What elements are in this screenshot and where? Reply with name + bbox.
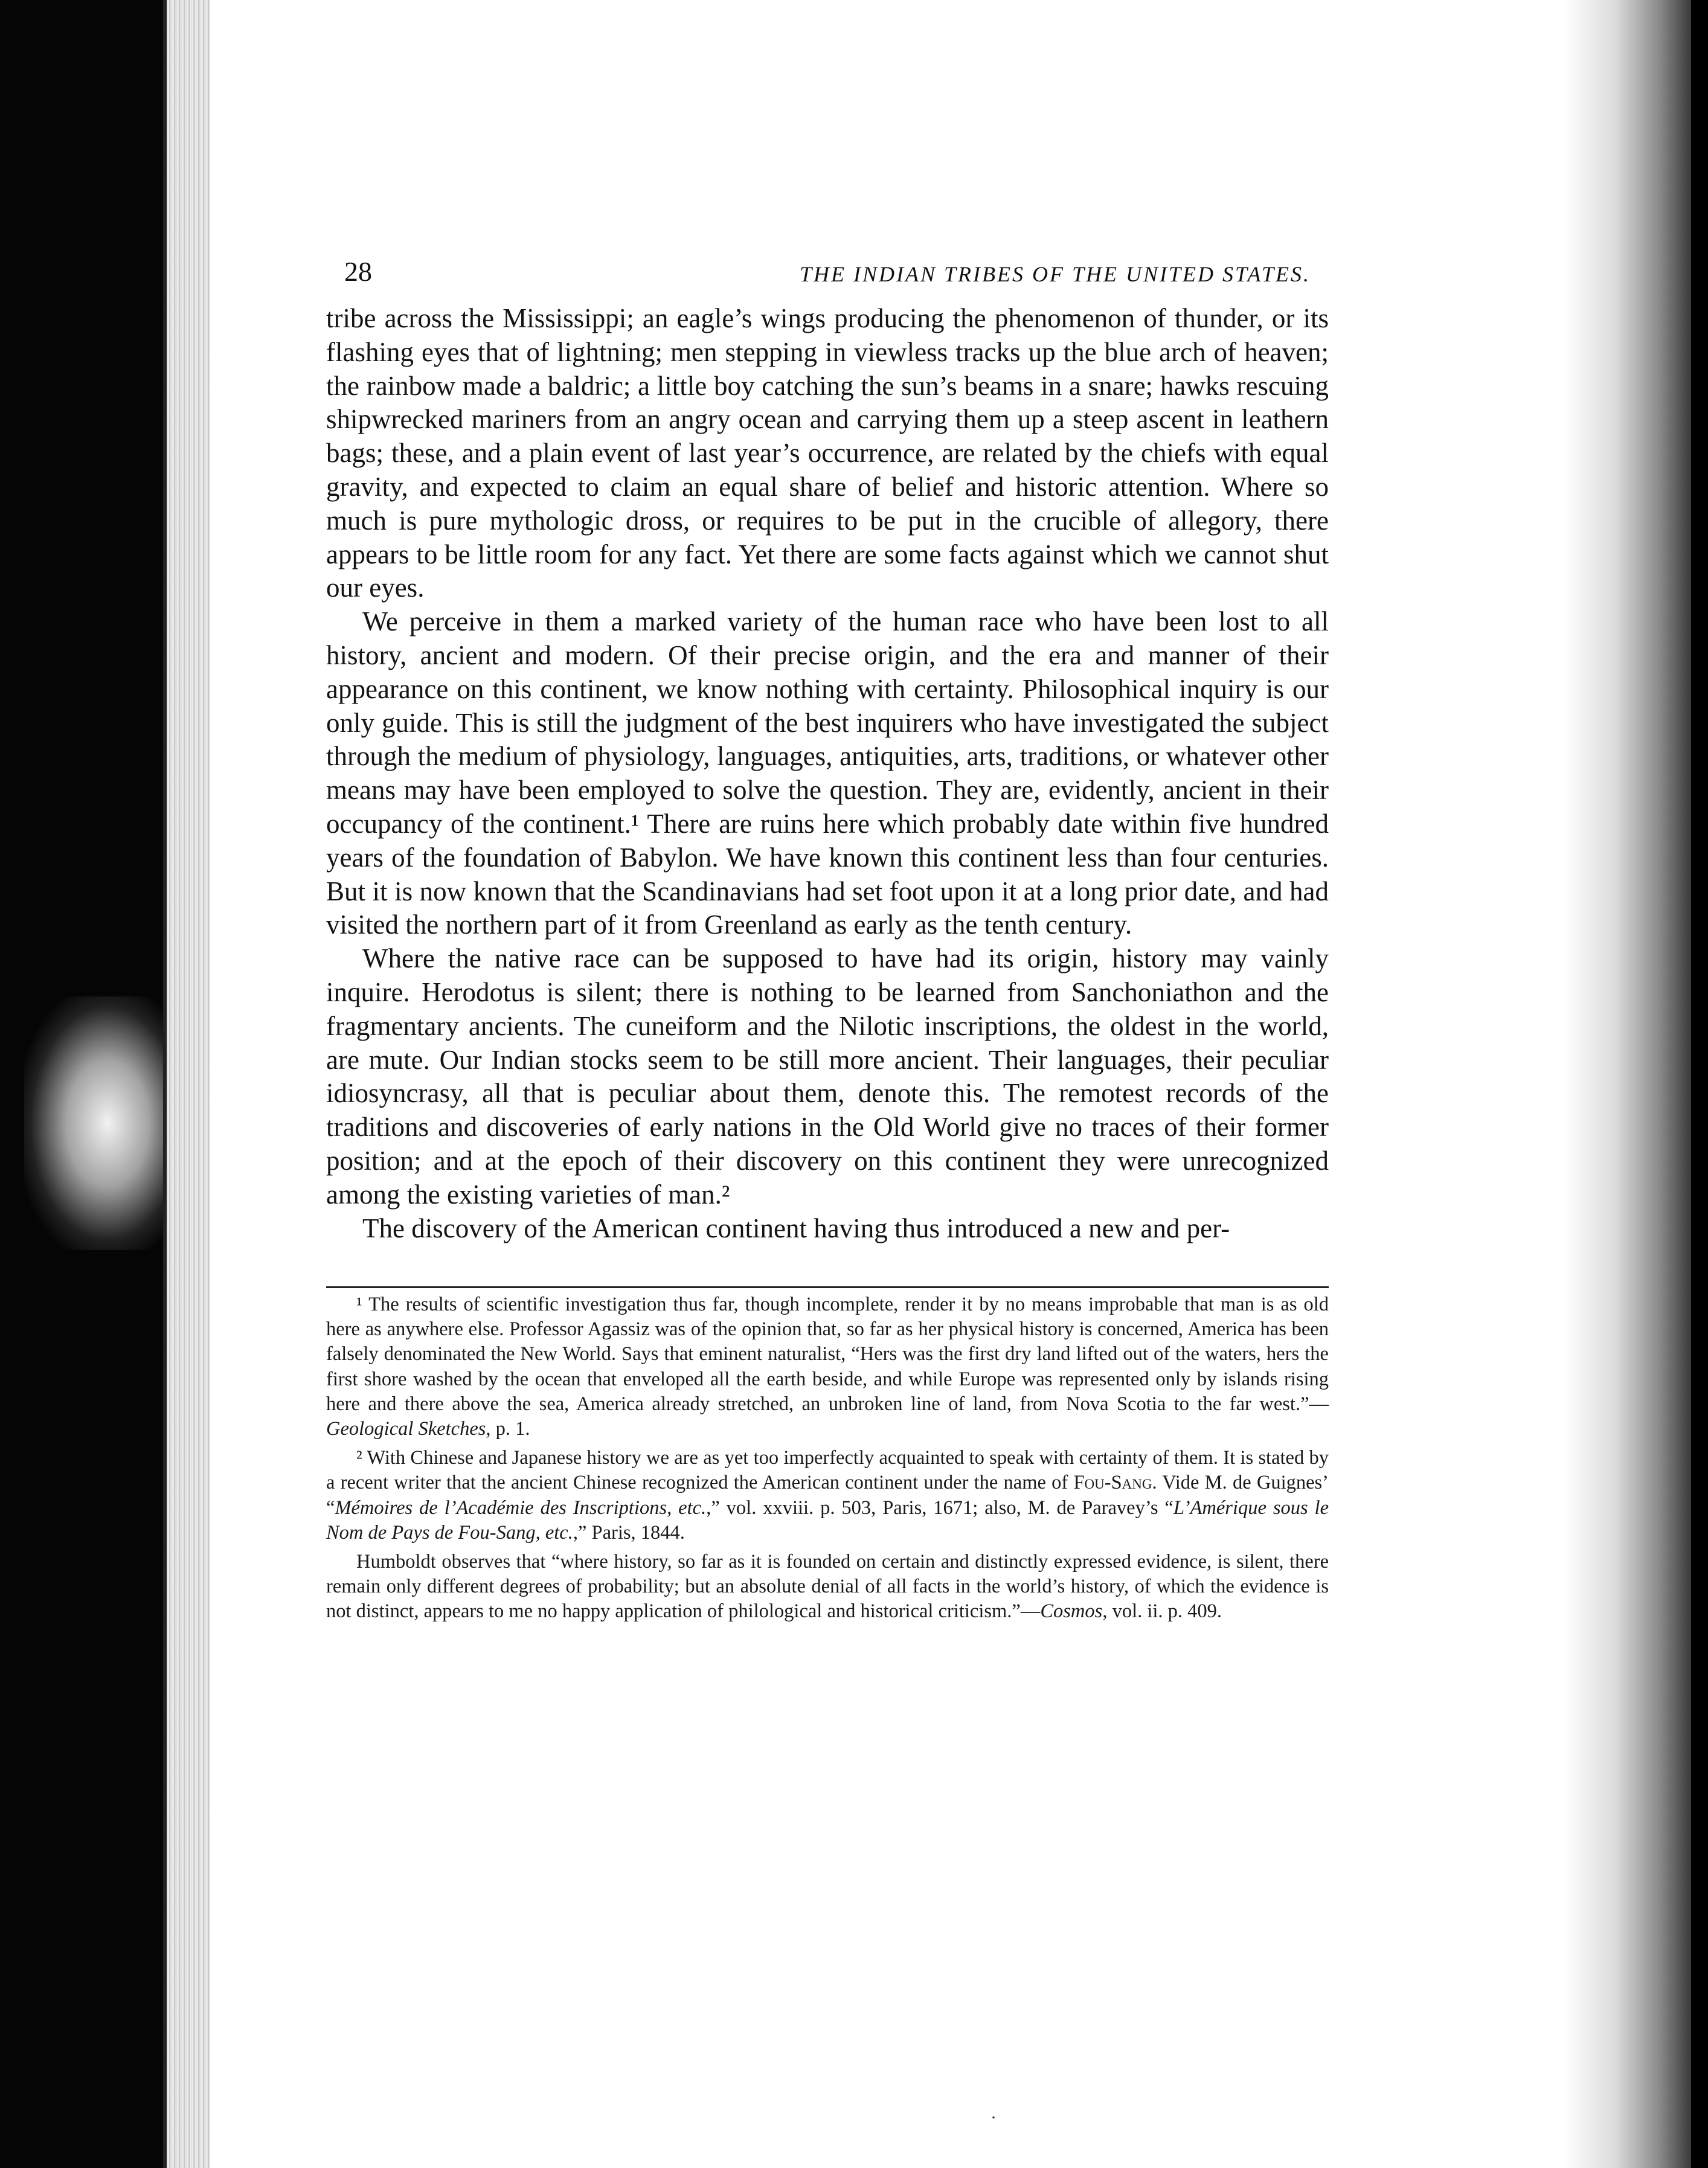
page-edges <box>163 0 210 2168</box>
footnote-divider <box>326 1286 1329 1288</box>
scan-smudge <box>24 996 163 1250</box>
footnote-name: Fou-Sang <box>1073 1472 1152 1494</box>
footnote-text: . Vide M. de Guignes’ “ <box>326 1472 1329 1519</box>
footnote-source: Cosmos <box>1040 1600 1103 1623</box>
scan-speck: · <box>990 2108 997 2128</box>
paragraph: tribe across the Mississippi; an eagle’s wings producing the phenomenon of thunder, or its flashing eyes that of lightning; men stepping in viewless tracks up the blue arch of heaven; the rainbow made a baldric; a little boy catching the sun’s beams in a snare; hawks rescuing shipwrecked mariners from an angry ocean and carrying them up a steep ascent in leathern bags; these, and a plain event of last year’s occurrence, are related by the chiefs with equal gravity, and expected to claim an equal share of belief and historic attention. Where so much is pure mythologic dross, or requires to be put in the crucible of allegory, there appears to be little room for any fact. Yet there are some facts against which we cannot shut our eyes. <box>326 303 1329 603</box>
footnote-tail: , vol. ii. p. 409. <box>1102 1600 1222 1623</box>
running-head: THE INDIAN TRIBES OF THE UNITED STATES. <box>800 262 1311 286</box>
footnote-3 <box>326 1550 1329 1624</box>
footnote-text: ² With Chinese and Japanese history we are as yet too imperfectly acquainted to speak with certainty of them. It is stated by a recent writer that the ancient Chinese recognized the American continent under the name of <box>326 1447 1329 1494</box>
footnote-text: ¹ The results of scientific investigation thus far, though incomplete, render it by no means improbable that man is as old here as anywhere else. Professor Agassiz was of the opinion that, so far as her physical history is concerned, America has been falsely denominated the New World. Says that eminent naturalist, “Hers was the first dry land lifted out of the waters, hers the first shore washed by the ocean that enveloped all the earth beside, and while Europe was represented only by islands rising here and there above the sea, America already stretched, an unbroken line of land, from Nova Scotia to the far west.”— <box>326 1294 1329 1415</box>
paragraph: We perceive in them a marked variety of the human race who have been lost to all history, ancient and modern. Of their precise origin, and the era and manner of their appearance on this continent, we know nothing with certainty. Philosophical inquiry is our only guide. This is still the judgment of the best inquirers who have investigated the subject through the medium of physiology, languages, antiquities, arts, traditions, or whatever other means may have been employed to solve the question. They are, evidently, ancient in their occupancy of the continent.¹ There are ruins here which probably date within five hundred years of the foundation of Babylon. We have known this continent less than four centuries. But it is now known that the Scandinavians had set foot upon it at a long prior date, and had visited the northern part of it from Greenland as early as the tenth century. <box>326 606 1329 940</box>
footnotes <box>326 1292 1329 1629</box>
footnote-tail: , p. 1. <box>486 1418 530 1440</box>
footnote-title: L’Amérique sous le Nom de Pays de Fou-Sang, etc. <box>326 1496 1329 1544</box>
footnote-source: Geological Sketches <box>326 1418 486 1440</box>
footnote-text: ,” Paris, 1844. <box>573 1521 685 1544</box>
footnote-1 <box>326 1292 1329 1442</box>
binding-shadow <box>1564 0 1691 2168</box>
footnote-text: ,” vol. xxviii. p. 503, Paris, 1671; also, M. de Paravey’s “ <box>706 1496 1173 1519</box>
page-number: 28 <box>344 256 372 287</box>
dark-scan-margin <box>0 0 163 2168</box>
page-header <box>344 254 1311 296</box>
body-text <box>326 302 1329 1245</box>
paragraph: The discovery of the American continent having thus introduced a new and per- <box>362 1213 1230 1243</box>
footnote-text: Humboldt observes that “where history, so far as it is founded on certain and distinctly expressed evidence, is silent, there remain only different degrees of probability; but an absolute denial of all facts in the world’s history, of which the evidence is not distinct, appears to me no happy application of philological and historical criticism.”— <box>326 1551 1329 1623</box>
footnote-2 <box>326 1446 1329 1545</box>
footnote-title: Mémoires de l’Académie des Inscriptions, etc. <box>335 1496 707 1519</box>
paragraph: Where the native race can be supposed to have had its origin, history may vainly inquire. Herodotus is silent; there is nothing to be learned from Sanchoniathon and the fragmentary ancients. The cuneiform and the Nilotic inscriptions, the oldest in the world, are mute. Our Indian stocks seem to be still more ancient. Their languages, their peculiar idiosyncrasy, all that is peculiar about them, denote this. The remotest records of the traditions and discoveries of early nations in the Old World give no traces of their former position; and at the epoch of their discovery on this continent they were unrecognized among the existing varieties of man.² <box>326 943 1329 1210</box>
